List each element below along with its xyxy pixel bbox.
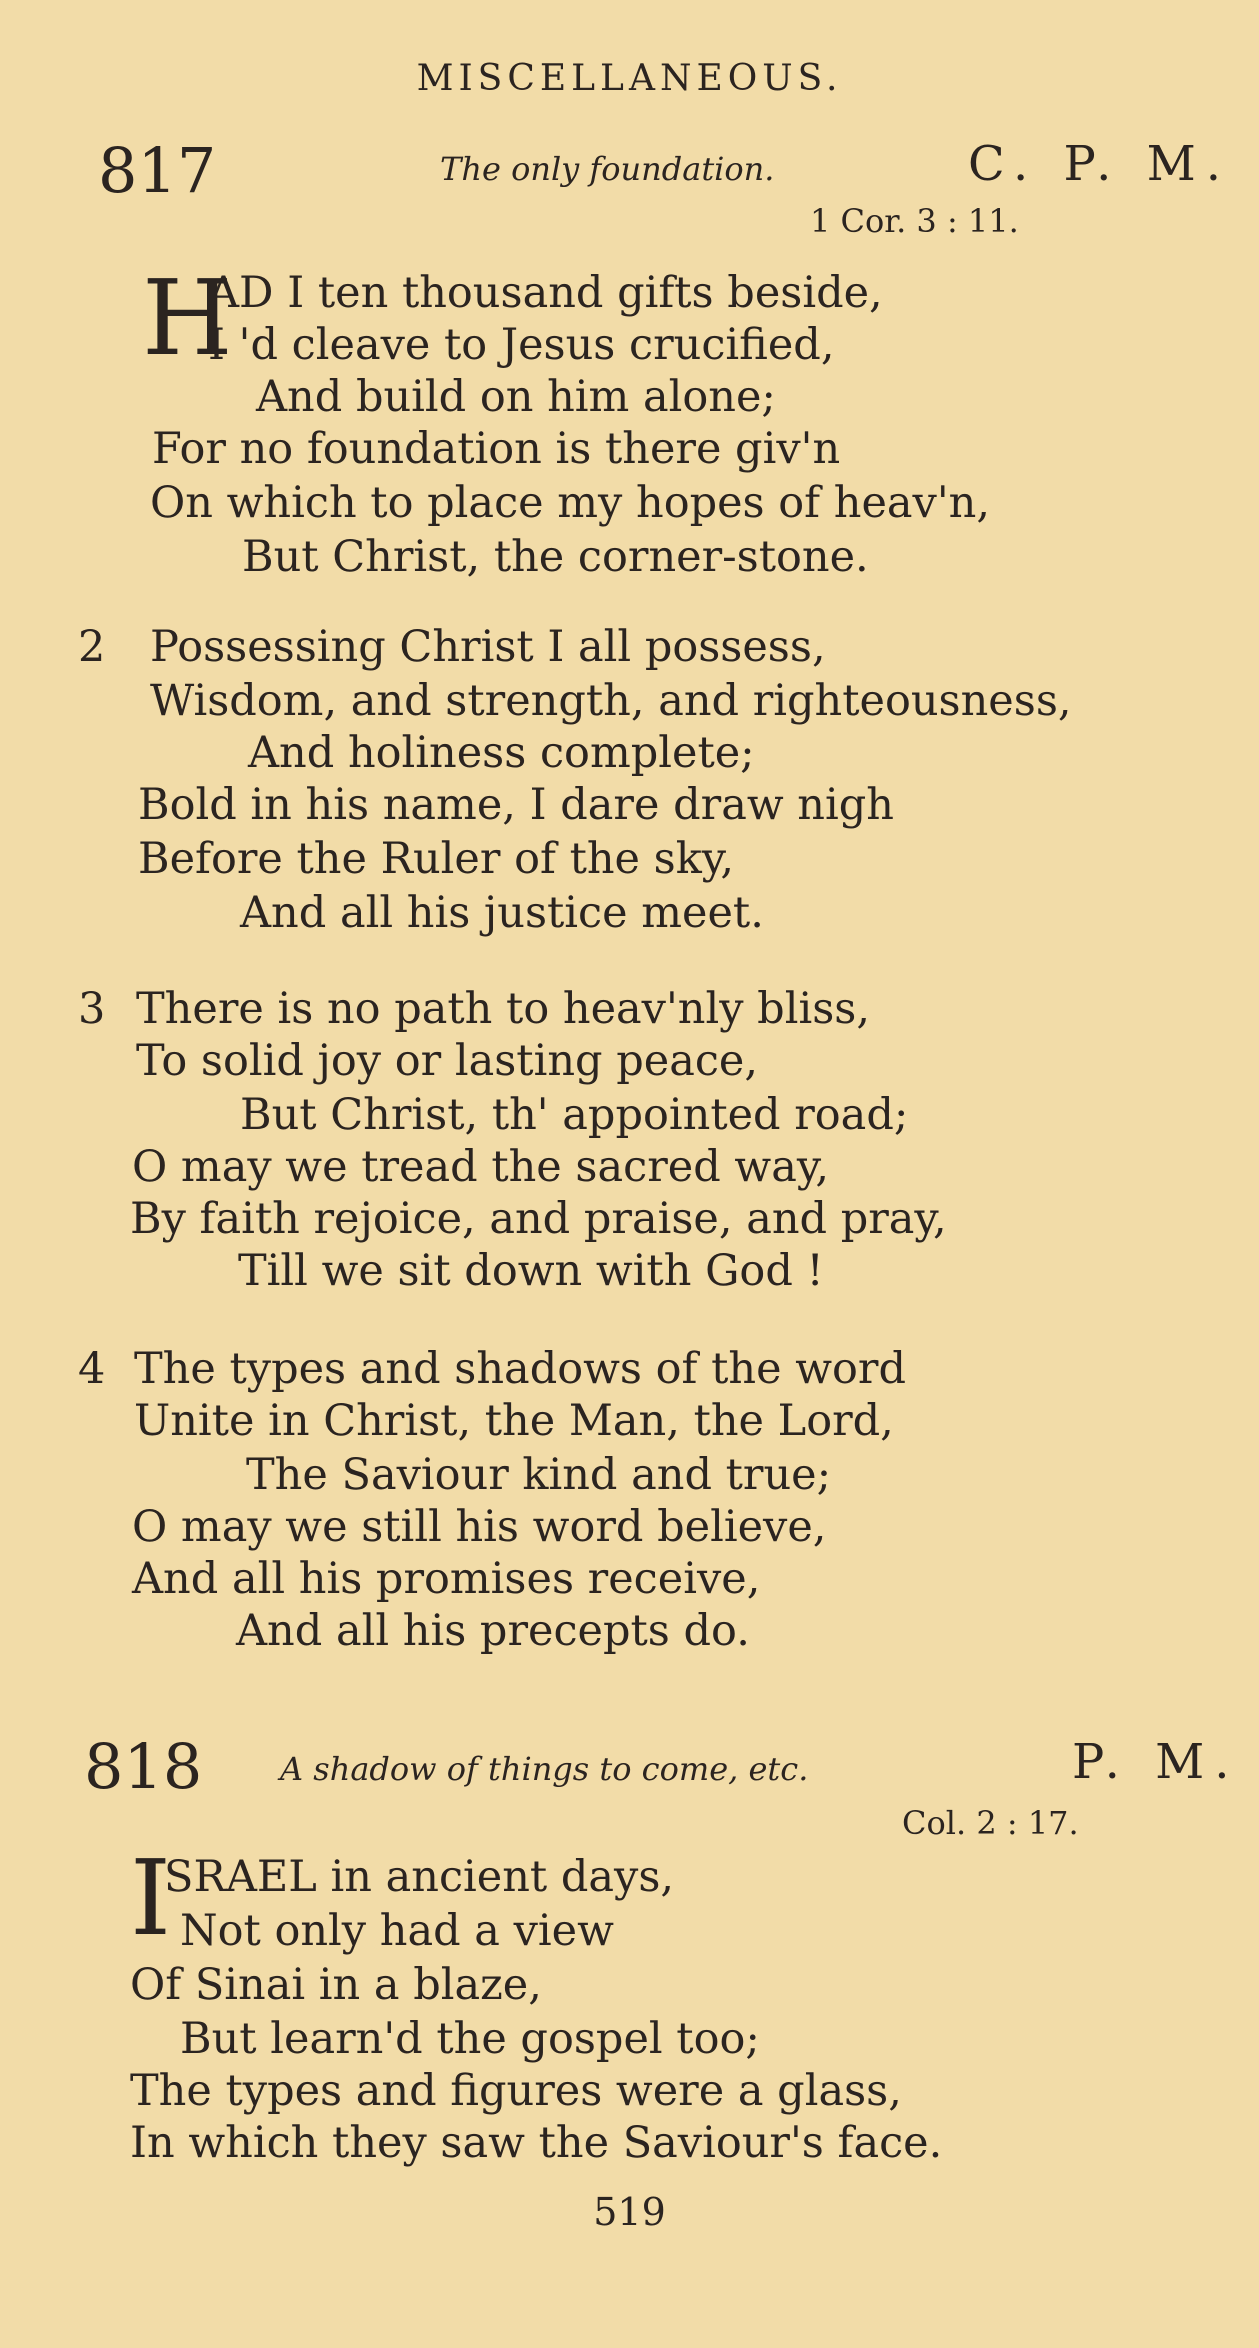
page-header: MISCELLANEOUS. [416, 58, 843, 99]
verse-line: SRAEL in ancient days, [164, 1852, 675, 1902]
scripture-reference: 1 Cor. 3 : 11. [810, 202, 1019, 240]
verse-line: Wisdom, and strength, and righteousness, [150, 676, 1072, 726]
verse-line: But Christ, th' appointed road; [240, 1090, 909, 1140]
hymn-title: A shadow of things to come, etc. [280, 1750, 809, 1788]
drop-cap: H [142, 257, 233, 379]
verse-line: O may we still his word believe, [132, 1502, 827, 1552]
verse-line: And holiness complete; [248, 728, 755, 778]
scripture-reference: Col. 2 : 17. [902, 1804, 1079, 1842]
stanza-number: 2 [78, 622, 106, 672]
verse-line: Till we sit down with God ! [238, 1246, 824, 1296]
verse-line: In which they saw the Saviour's face. [130, 2118, 943, 2168]
verse-line: But learn'd the gospel too; [180, 2014, 760, 2064]
verse-line: By faith rejoice, and praise, and pray, [130, 1194, 947, 1244]
verse-line: And all his justice meet. [240, 888, 764, 938]
page-number: 519 [593, 2190, 666, 2234]
verse-line: And all his promises receive, [132, 1554, 761, 1604]
verse-line: AD I ten thousand gifts beside, [208, 268, 883, 318]
hymn-title: The only foundation. [440, 150, 775, 188]
verse-line: Possessing Christ I all possess, [150, 622, 826, 672]
hymn-number: 817 [98, 134, 217, 207]
verse-line: And all his precepts do. [236, 1606, 750, 1656]
verse-line: I 'd cleave to Jesus crucified, [208, 320, 835, 370]
verse-line: The types and figures were a glass, [130, 2066, 902, 2116]
verse-line: To solid joy or lasting peace, [136, 1036, 759, 1086]
hymn-meter: C. P. M. [968, 136, 1232, 192]
verse-line: Unite in Christ, the Man, the Lord, [134, 1396, 894, 1446]
hymn-meter: P. M. [1072, 1734, 1240, 1790]
verse-line: And build on him alone; [256, 372, 776, 422]
stanza-number: 4 [78, 1344, 106, 1394]
verse-line: But Christ, the corner-stone. [242, 532, 869, 582]
verse-line: For no foundation is there giv'n [152, 424, 841, 474]
verse-line: Of Sinai in a blaze, [130, 1960, 542, 2010]
drop-cap: I [130, 1837, 172, 1959]
verse-line: Not only had a view [180, 1906, 614, 1956]
verse-line: There is no path to heav'nly bliss, [136, 984, 871, 1034]
verse-line: Bold in his name, I dare draw nigh [138, 780, 894, 830]
verse-line: The types and shadows of the word [134, 1344, 906, 1394]
verse-line: Before the Ruler of the sky, [138, 834, 735, 884]
verse-line: On which to place my hopes of heav'n, [150, 478, 991, 528]
verse-line: The Saviour kind and true; [246, 1450, 832, 1500]
stanza-number: 3 [78, 984, 106, 1034]
verse-line: O may we tread the sacred way, [132, 1142, 830, 1192]
hymn-number: 818 [84, 1730, 203, 1803]
